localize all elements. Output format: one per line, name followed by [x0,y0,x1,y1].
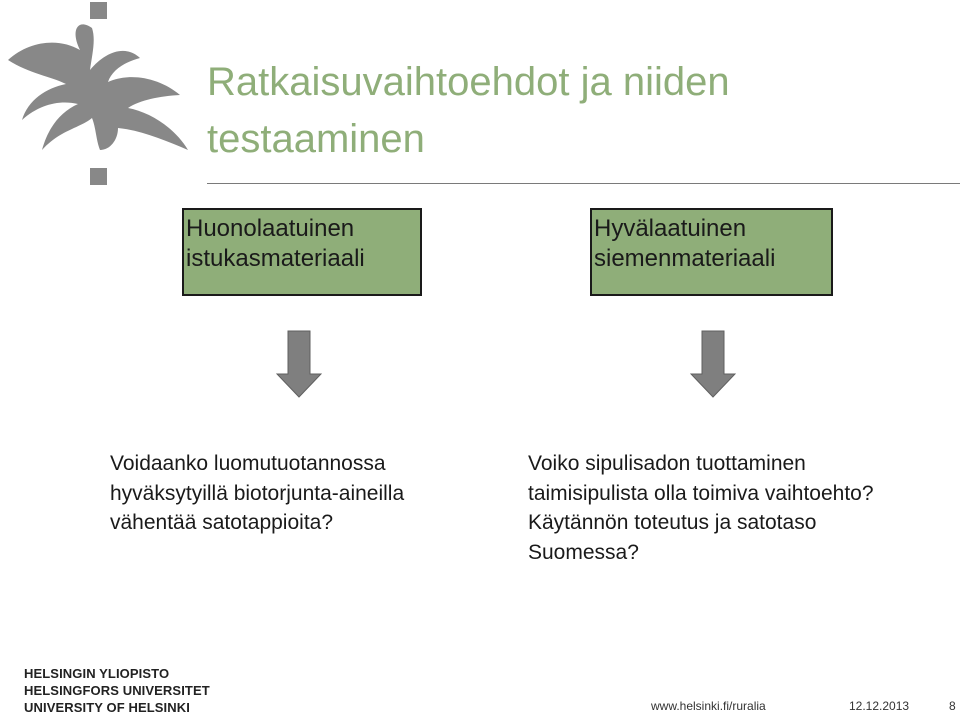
university-name [24,665,210,716]
box-label: siemenmateriaali [594,245,776,272]
low-quality-material-box [182,208,422,296]
title-line: testaaminen [207,117,425,161]
question-line: Voiko sipulisadon tuottaminen [528,452,806,475]
question-biocontrol [110,449,510,538]
high-quality-material-box [590,208,833,296]
question-onion-sets [528,449,960,567]
footer-date: 12.12.2013 [849,699,910,713]
question-line: Suomessa? [528,540,639,564]
footer-url: www.helsinki.fi/ruralia [651,699,766,713]
question-line: taimisipulista olla toimiva vaihtoehto? [528,481,874,505]
slide-title [207,54,927,168]
title-line: Ratkaisuvaihtoehdot ja niiden [207,60,730,104]
question-line: Voidaanko luomutuotannossa [110,452,386,475]
box-label: Huonolaatuinen [186,215,355,242]
question-line: hyväksytyillä biotorjunta-aineilla [110,481,405,505]
page-number: 8 [949,699,956,713]
university-name-line: HELSINGFORS UNIVERSITET [24,683,210,698]
title-divider [207,183,960,184]
box-label: Hyvälaatuinen [594,215,747,242]
question-line: vähentää satotappioita? [110,511,334,534]
down-arrow-icon [690,330,736,398]
box-label: istukasmateriaali [186,245,365,272]
down-arrow-icon [276,330,322,398]
helsinki-flame-logo-icon [0,0,200,190]
university-name-line: UNIVERSITY OF HELSINKI [24,700,190,715]
question-line: Käytännön toteutus ja satotaso [528,511,817,534]
university-name-line: HELSINGIN YLIOPISTO [24,666,170,681]
